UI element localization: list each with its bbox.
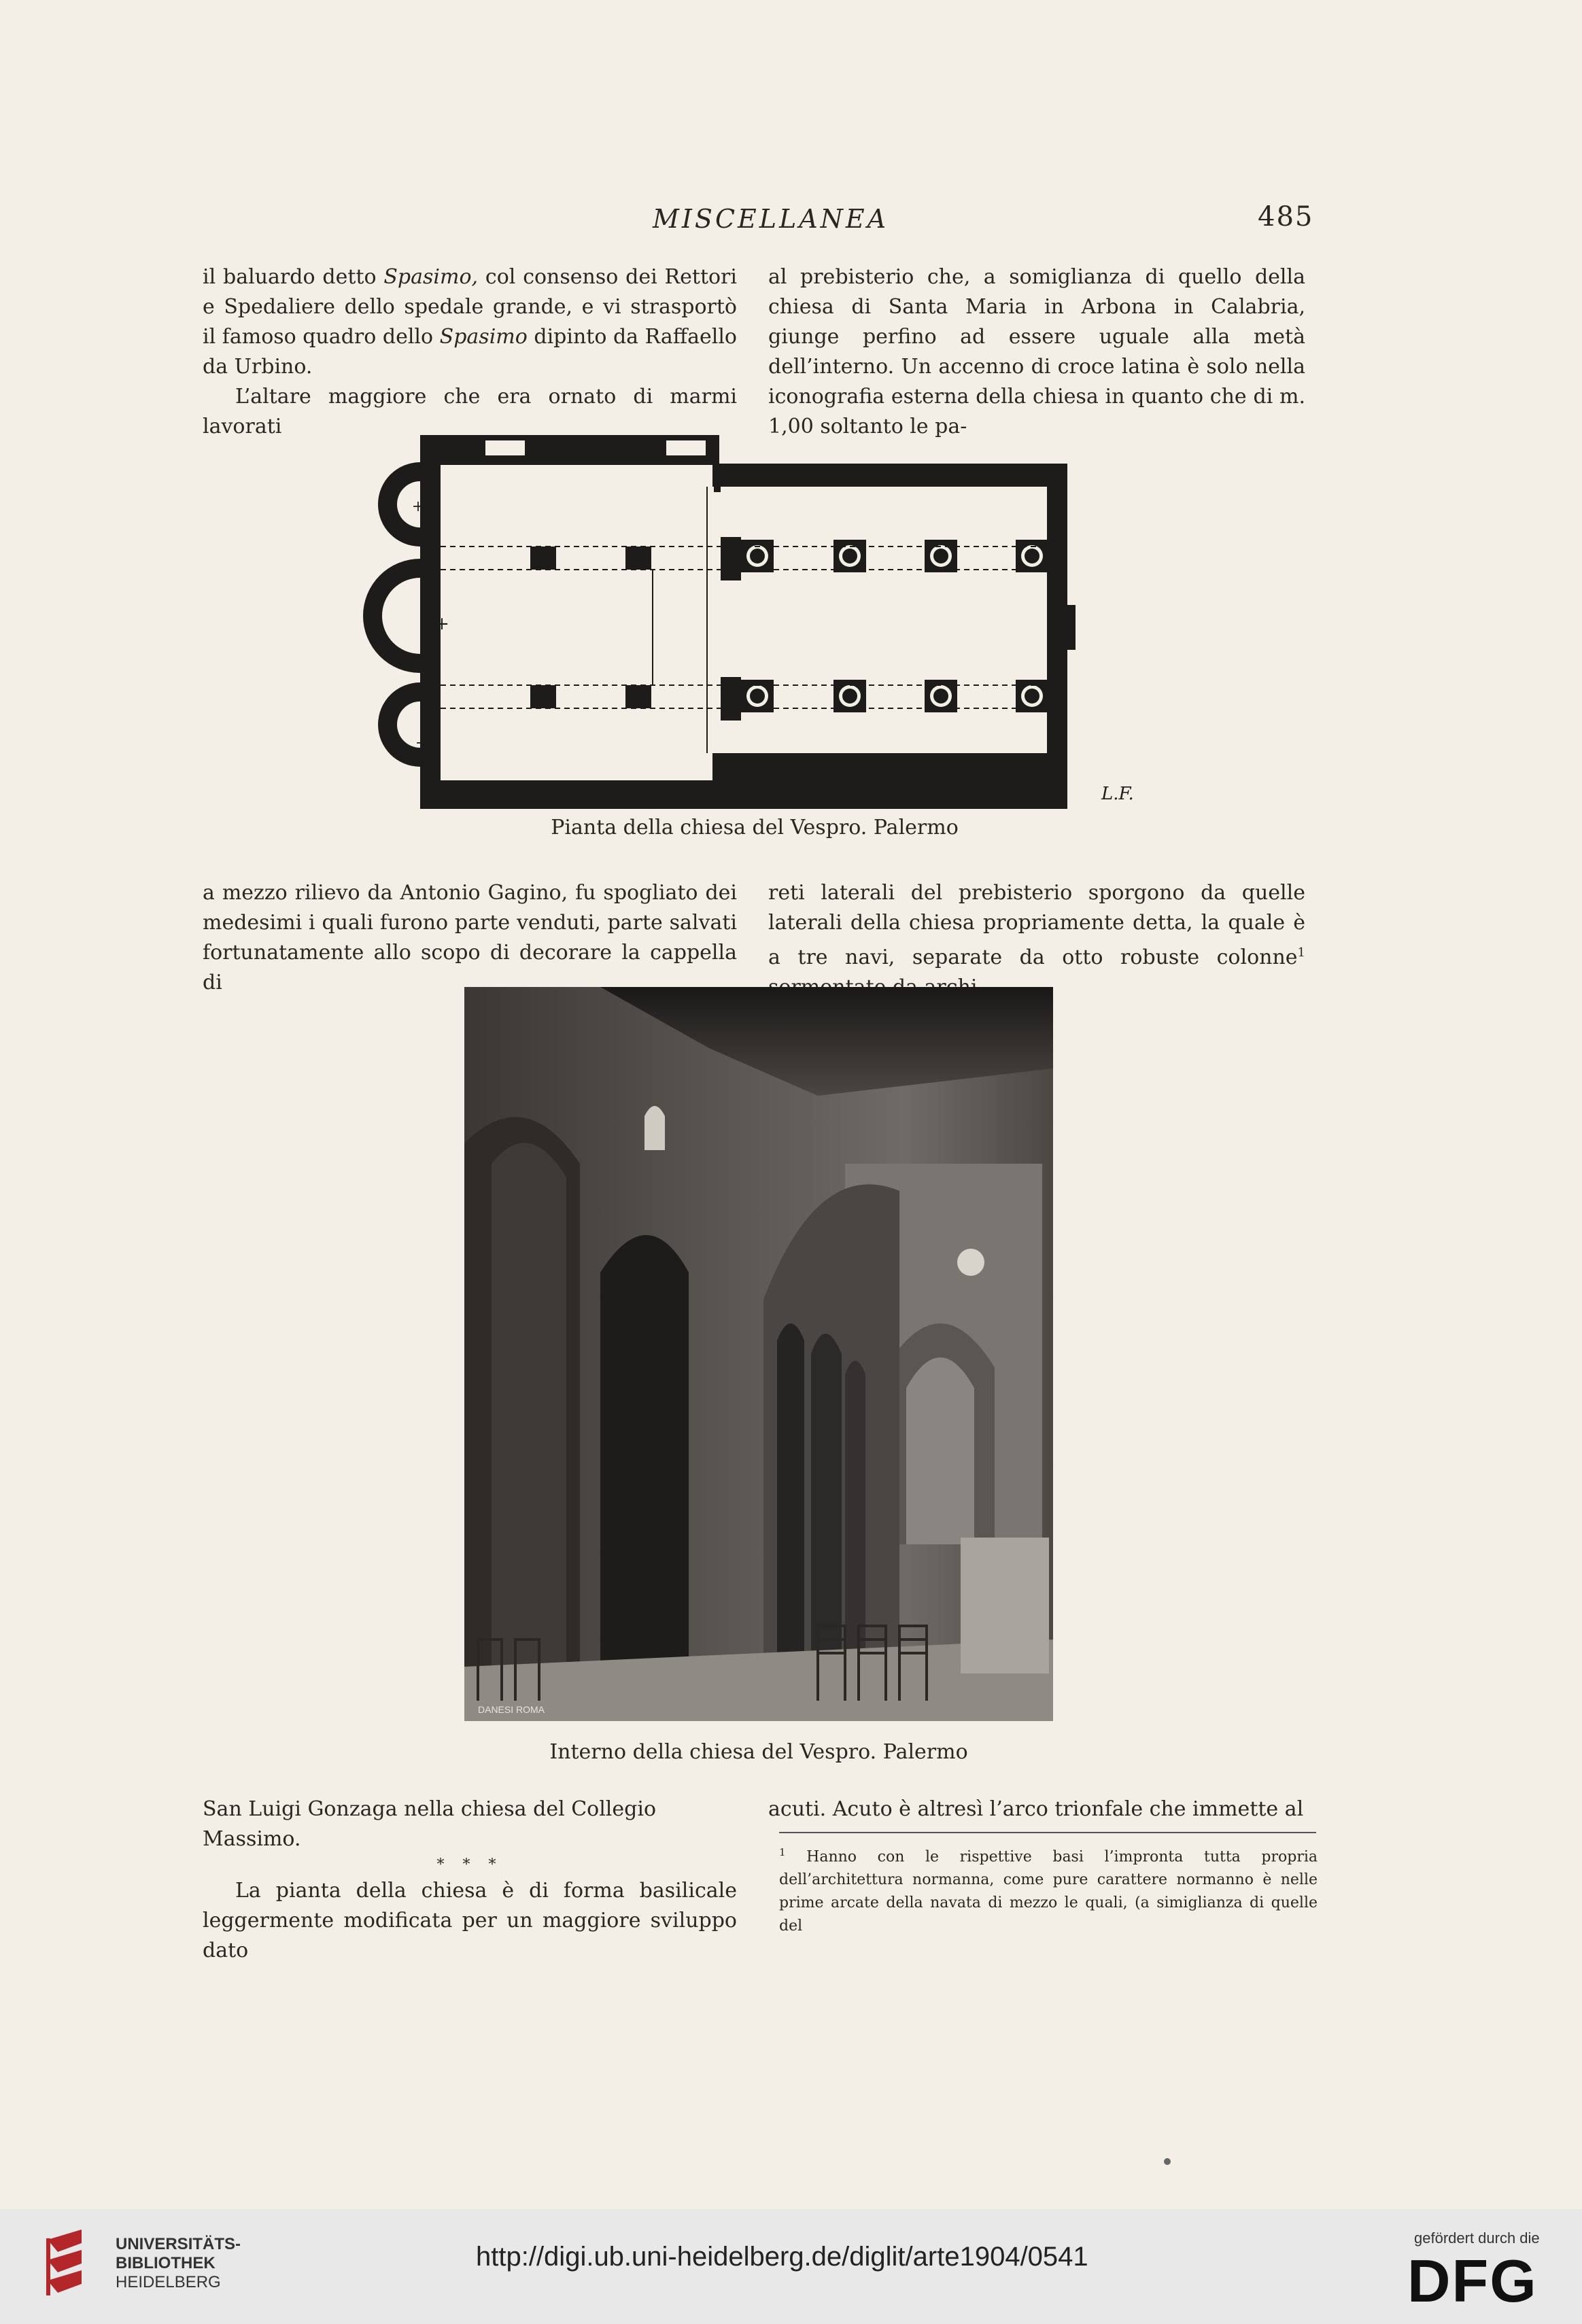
library-logo-icon (41, 2226, 102, 2301)
bottom-left-line: San Luigi Gonzaga nella chiesa del Collegio Massimo. (203, 1797, 657, 1851)
middle-right-column (768, 878, 1305, 1003)
top-left-paragraph-1: il baluardo detto Spasimo, col consenso dei Rettori e Spedaliere dello spedale grande, e vi strasportò il famoso quadro dello Spasimo dipinto da Raffaello da Urbino. (203, 265, 737, 379)
svg-text:+: + (434, 614, 449, 634)
footnote-rule (779, 1832, 1316, 1833)
svg-text:+: + (415, 735, 428, 752)
digitization-footer (0, 2209, 1582, 2324)
footnote-marker: 1 (1297, 946, 1305, 960)
bottom-right-column (768, 1794, 1305, 1824)
middle-left-column (203, 878, 737, 998)
footnote: $^1$ Hanno con le rispettive basi l’impronta tutta propria dell’architettura normanna, come pure carattere normanno è nelle prime arcate della navata di mezzo le quali, (a simiglianza di quelle del (779, 1846, 1318, 1935)
section-break-stars: * * * (436, 1856, 503, 1873)
floor-plan-lines (441, 487, 1047, 753)
bottom-right-line: acuti. Acuto è altresì l’arco trionfale che immette al (768, 1797, 1304, 1821)
photo-caption: Interno della chiesa del Vespro. Palermo (549, 1740, 968, 1764)
church-interior-photo (464, 987, 1053, 1721)
svg-text:+: + (411, 498, 425, 515)
bottom-left-column (203, 1794, 737, 1966)
top-left-paragraph-2: L’altare maggiore che era ornato di marmi lavorati (203, 385, 737, 438)
photo-credit: DANESI ROMA (478, 1704, 545, 1715)
plan-signature: L.F. (1101, 784, 1134, 804)
bottom-left-paragraph: La pianta della chiesa è di forma basilicale leggermente modificata per un maggiore sviluppo dato (203, 1879, 737, 1962)
floor-plan-figure (326, 408, 1163, 816)
dfg-logo: DFG (1407, 2247, 1538, 2314)
ink-spot (1164, 2158, 1171, 2165)
plan-caption: Pianta della chiesa del Vespro. Palermo (551, 816, 959, 839)
library-name: UNIVERSITÄTS- BIBLIOTHEK HEIDELBERG (116, 2235, 241, 2291)
funding-label: gefördert durch die (1414, 2230, 1540, 2247)
page-number: 485 (1258, 201, 1314, 232)
running-header: MISCELLANEA (653, 204, 889, 234)
permalink-url[interactable]: http://digi.ub.uni-heidelberg.de/diglit/arte1904/0541 (476, 2242, 1088, 2272)
top-right-paragraph: al prebisterio che, a somiglianza di quello della chiesa di Santa Maria in Arbona in Calabria, giunge perfino ad essere uguale alla metà dell’interno. Un accenno di croce latina è solo nella iconografia esterna della chiesa in quanto che di m. 1,00 soltanto le pa- (768, 265, 1305, 438)
middle-right-paragraph: reti laterali del prebisterio sporgono da quelle laterali della chiesa propriamente detta, la quale è a tre navi, separate da otto robuste colonne$^1$ (768, 881, 1305, 969)
middle-left-paragraph: a mezzo rilievo da Antonio Gagino, fu spogliato dei medesimi i quali furono parte venduti, parte salvati fortunatamente allo scopo di decorare la cappella di (203, 881, 737, 994)
floor-plan-drawing (363, 435, 1076, 809)
